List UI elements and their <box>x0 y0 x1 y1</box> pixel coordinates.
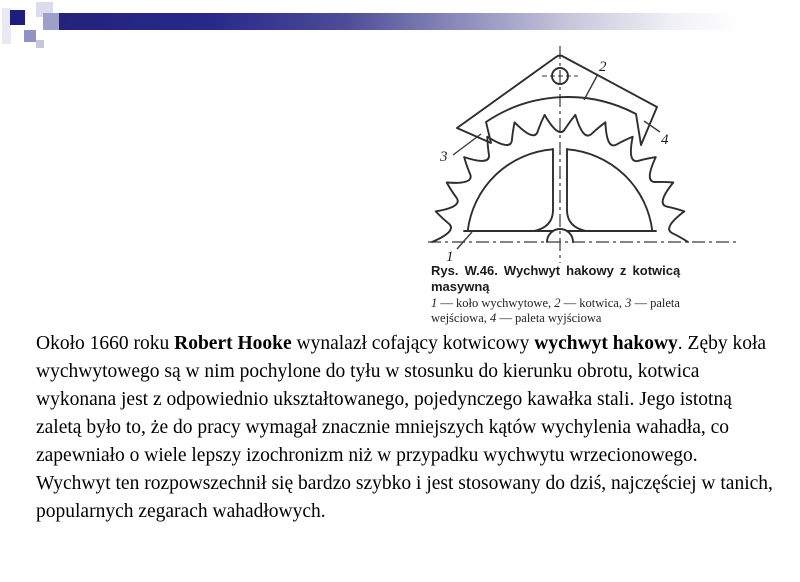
figure-caption-title <box>431 263 717 294</box>
decor-square-medium-2 <box>24 30 36 42</box>
escapement-figure <box>424 42 754 342</box>
caption-title-line1: Rys. W.46. Wychwyt hakowy z kotwicą <box>431 263 681 278</box>
leader-line-1 <box>457 232 472 249</box>
leader-line-2 <box>584 74 598 100</box>
decor-square-pale-2 <box>36 40 44 48</box>
figure-caption-legend <box>431 296 717 325</box>
diagram-label-2: 2 <box>599 59 607 75</box>
decor-square-dark <box>10 10 25 25</box>
diagram-label-3: 3 <box>440 149 448 165</box>
diagram-label-4: 4 <box>661 132 669 148</box>
wheel-right-sector-arc <box>567 149 652 231</box>
spoke-right-edge <box>567 149 586 231</box>
diagram-label-1: 1 <box>446 249 454 265</box>
caption-legend-line2: wejściowa, 4 — paleta wyjściowa <box>431 310 602 325</box>
caption-title-line2: masywną <box>431 278 490 294</box>
header-gradient-bar <box>59 13 738 30</box>
spoke-left-edge <box>534 149 553 231</box>
decor-square-medium <box>43 13 59 30</box>
figure-caption <box>431 263 717 325</box>
caption-legend-line1: 1 — koło wychwytowe, 2 — kotwica, 3 — paleta <box>431 296 680 310</box>
leader-line-3 <box>453 134 481 155</box>
escapement-diagram <box>424 42 744 270</box>
body-paragraph: Około 1660 roku Robert Hooke wynalazł cofający kotwicowy wychwyt hakowy. Zęby koła wychwytowego są w nim pochylone do tyłu w stosunku do kierunku obrotu, kotwica wykonana jest z odpowiednio ukształtowanego, pojedynczego kawałka stali. Jego istotną zaletą było to, że do pracy wymagał znacznie mniejszych kątów wychylenia wahadła, co zapewniało o wiele lepszy izochronizm niż w przypadku wychwytu wrzecionowego. Wychwyt ten rozpowszechnił się bardzo szybko i jest stosowany do dziś, najczęściej w tanich, popularnych zegarach wahadłowych. <box>36 333 773 522</box>
